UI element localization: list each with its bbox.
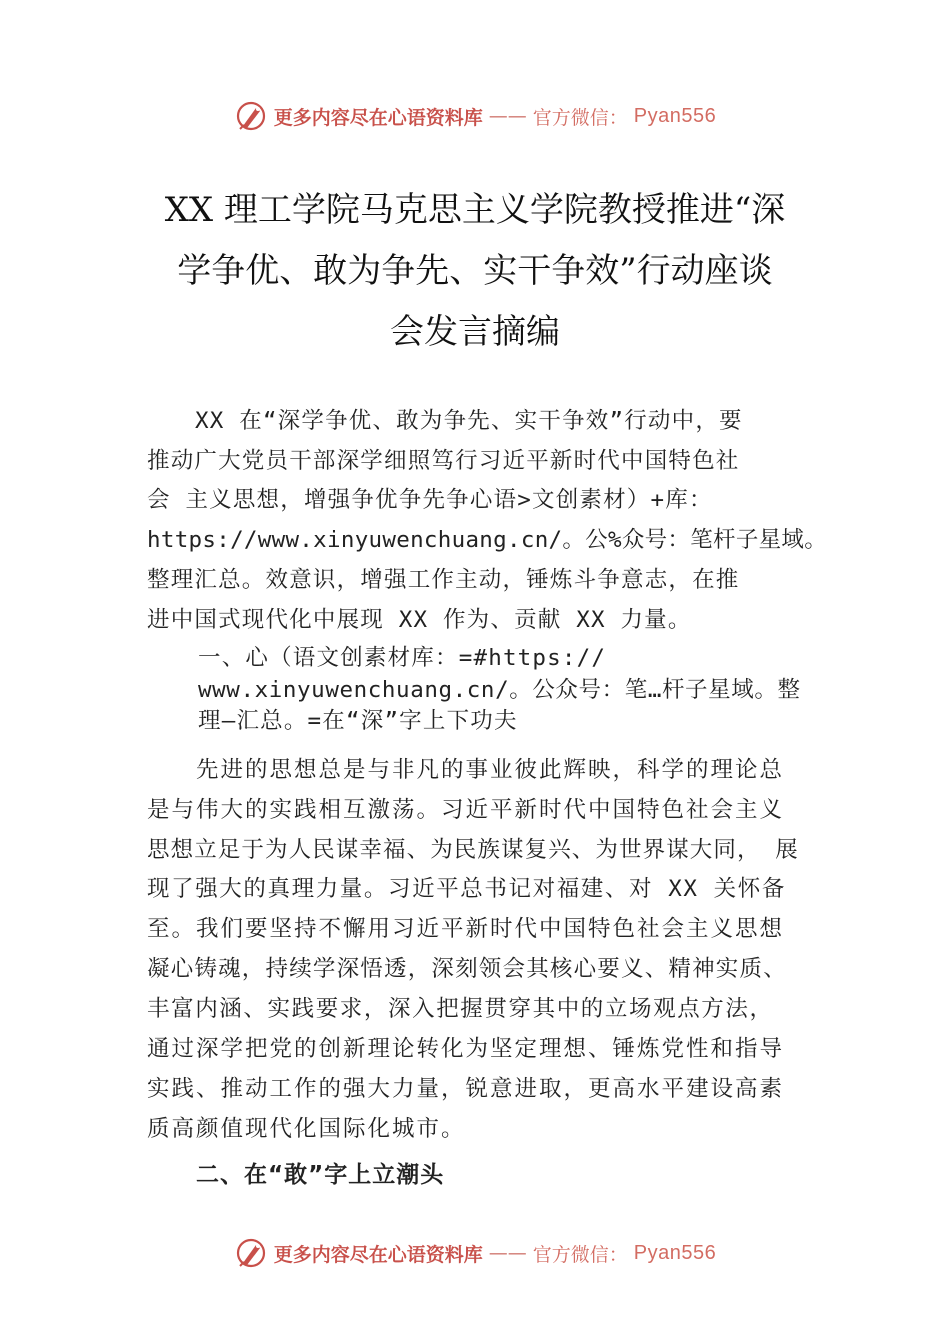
section-one-heading (198, 643, 827, 738)
pen-logo-icon (234, 99, 268, 133)
intro-paragraph (147, 402, 827, 640)
title-line: XX 理工学院马克思主义学院教授推进“深 (164, 190, 786, 230)
banner-separator: —— (488, 1242, 527, 1264)
section-two-heading: 二、在“敢”字上立潮头 (196, 1161, 445, 1188)
paragraph-line: 现了强大的真理力量。习近平总书记对福建、对 XX 关怀备 (147, 876, 786, 903)
paragraph-line: 先进的思想总是与非凡的事业彼此辉映，科学的理论总 (196, 756, 785, 783)
banner-main-text: 更多内容尽在心语资料库 (273, 106, 483, 129)
document-body (147, 402, 827, 1189)
intro-line: 进中国式现代化中展现 XX 作为、贡献 XX 力量。 (147, 606, 692, 633)
footer-watermark-banner (0, 1233, 950, 1273)
paragraph-line: 是与伟大的实践相互激荡。习近平新时代中国特色社会主义 (147, 796, 785, 823)
section-one-paragraph (147, 751, 827, 1150)
intro-line: https://www.xinyuwenchuang.cn/。公%众号：笔杆子星域。 (147, 527, 828, 554)
banner-main-text: 更多内容尽在心语资料库 (273, 1243, 483, 1266)
intro-line: 整理汇总。效意识，增强工作主动，锤炼斗争意志，在推 (147, 566, 740, 593)
header-watermark-banner (0, 96, 950, 136)
document-title (120, 180, 830, 363)
pen-logo-icon (234, 1236, 268, 1270)
banner-wechat-id: Pyan556 (633, 104, 717, 127)
paragraph-line: 思想立足于为人民谋幸福、为民族谋复兴、为世界谋大同， 展 (147, 836, 799, 863)
paragraph-line: 凝心铸魂，持续学深悟透，深刻领会其核心要义、精神实质、 (147, 956, 787, 983)
banner-wechat-label: 官方微信： (532, 1243, 628, 1266)
banner-wechat-id: Pyan556 (633, 1241, 717, 1264)
paragraph-line: 通过深学把党的创新理论转化为坚定理想、锤炼党性和指导 (147, 1036, 785, 1063)
banner-separator: —— (488, 105, 527, 127)
title-line: 学争优、敢为争先、实干争效”行动座谈 (177, 251, 773, 291)
section-one-line: www.xinyuwenchuang.cn/。公众号：笔…杆子星域。整 (198, 676, 801, 703)
intro-line: 会 主义思想，增强争优争先争心语>文创素材）+库： (147, 487, 713, 514)
paragraph-line: 至。我们要坚持不懈用习近平新时代中国特色社会主义思想 (147, 916, 785, 943)
paragraph-line: 实践、推动工作的强大力量，锐意进取，更高水平建设高素 (147, 1075, 785, 1102)
banner-wechat-label: 官方微信： (532, 106, 628, 129)
intro-line: 推动广大党员干部深学细照笃行习近平新时代中国特色社 (147, 447, 740, 474)
section-one-line: 一、心（语文创素材库：=#https:// (198, 645, 607, 672)
paragraph-line: 丰富内涵、实践要求，深入把握贯穿其中的立场观点方法， (147, 996, 774, 1023)
title-line: 会发言摘编 (390, 312, 560, 352)
paragraph-line: 质高颜值现代化国际化城市。 (147, 1115, 466, 1142)
section-one-line: 理—汇总。=在“深”字上下功夫 (198, 708, 518, 735)
intro-line: XX 在“深学争优、敢为争先、实干争效”行动中，要 (195, 408, 743, 434)
